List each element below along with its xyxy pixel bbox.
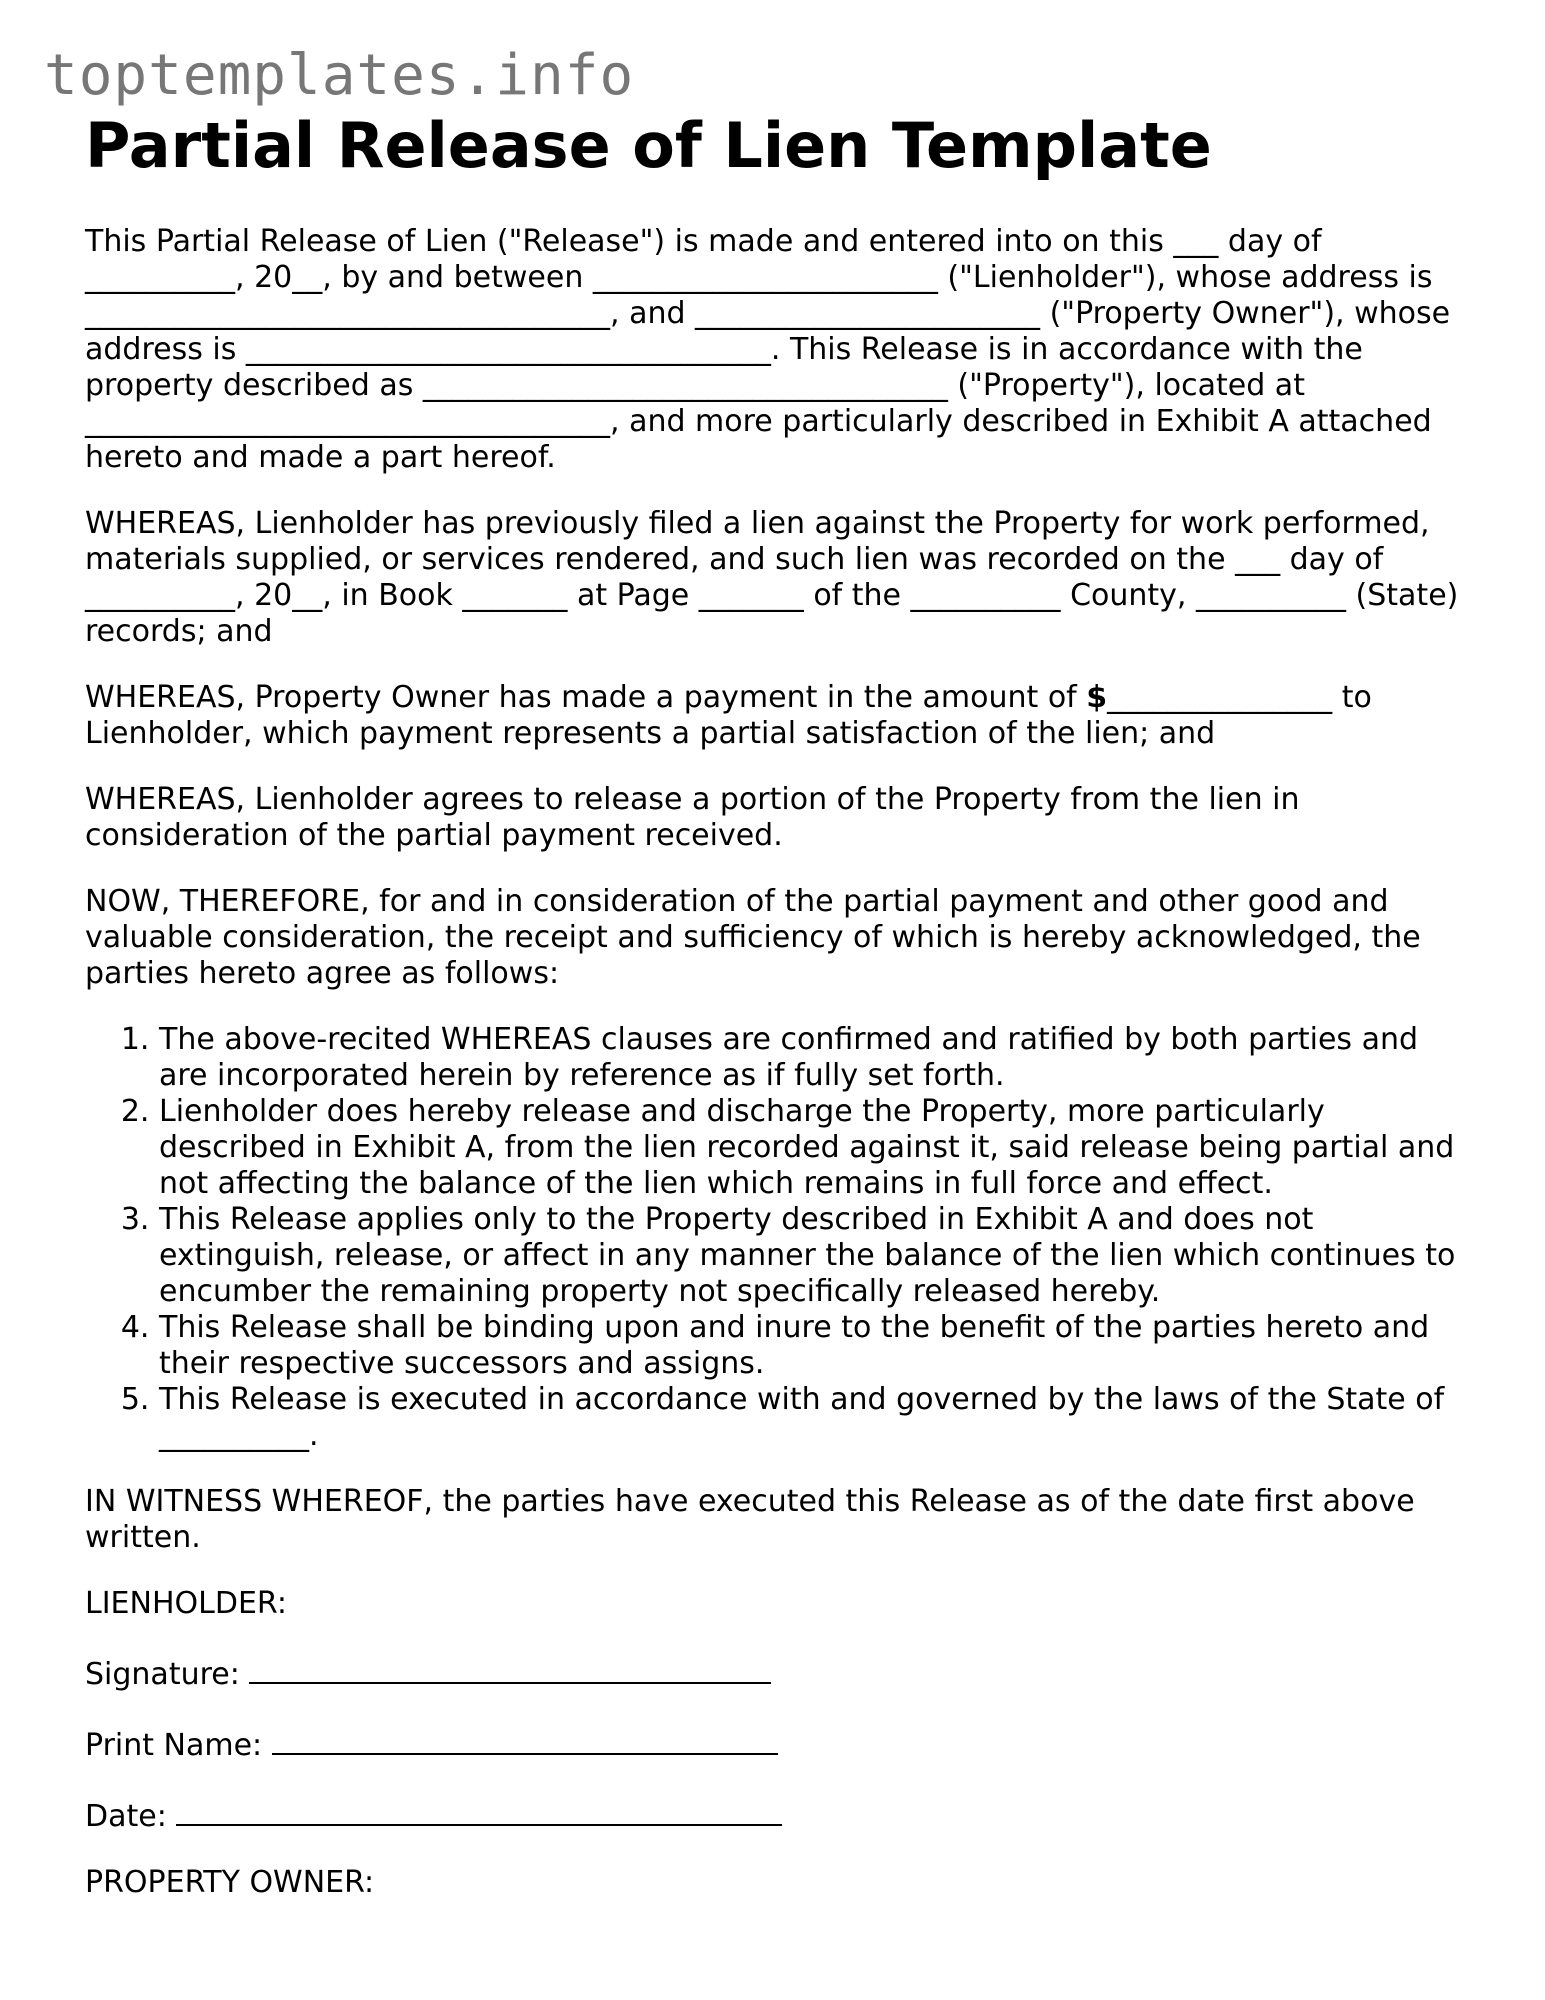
lienholder-date-row <box>85 1794 1470 1835</box>
whereas-filed-lien-paragraph: WHEREAS, Lienholder has previously filed a lien against the Property for work performed, materials supplied, or services rendered, and such lien was recorded on the ___ day of __________, 20__, in Book _______ at Page _______ of the __________ County, __________ (State) records; and <box>85 506 1459 649</box>
date-line[interactable] <box>176 1794 782 1826</box>
date-label: Date: <box>85 1799 177 1834</box>
witness-paragraph: IN WITNESS WHEREOF, the parties have executed this Release as of the date first above written. <box>85 1484 1415 1555</box>
print-name-line[interactable] <box>272 1723 778 1755</box>
signature-line[interactable] <box>249 1652 771 1684</box>
lienholder-heading: LIENHOLDER: <box>85 1586 287 1621</box>
property-owner-heading: PROPERTY OWNER: <box>85 1865 375 1900</box>
whereas-payment-text: WHEREAS, Property Owner has made a payment in the amount of <box>85 680 1087 715</box>
clause-item: 3. This Release applies only to the Property described in Exhibit A and does not extinguish, release, or affect in any manner the balance of the lien which continues to encumber the remaining property not specifically released hereby. <box>159 1202 1470 1310</box>
lienholder-print-name-row <box>85 1723 1470 1764</box>
clause-item: 5. This Release is executed in accordance with and governed by the laws of the State of __________. <box>159 1382 1470 1454</box>
now-therefore-paragraph: NOW, THEREFORE, for and in consideration of the partial payment and other good and valuable consideration, the receipt and sufficiency of which is hereby acknowledged, the parties hereto agree as follows: <box>85 884 1421 991</box>
whereas-payment-text-end: _______________ to Lienholder, which payment represents a partial satisfaction of the lien; and <box>85 680 1372 751</box>
document-body <box>85 110 1470 1931</box>
print-name-label: Print Name: <box>85 1728 272 1763</box>
signature-label: Signature: <box>85 1657 250 1692</box>
whereas-agrees-paragraph: WHEREAS, Lienholder agrees to release a portion of the Property from the lien in consideration of the partial payment received. <box>85 782 1300 853</box>
document-title: Partial Release of Lien Template <box>85 109 1212 182</box>
dollar-sign: $ <box>1086 680 1108 715</box>
lienholder-signature-row <box>85 1652 1470 1693</box>
whereas-payment-paragraph <box>85 680 1470 752</box>
clause-item: 4. This Release shall be binding upon and inure to the benefit of the parties hereto and their respective successors and assigns. <box>159 1310 1470 1382</box>
intro-paragraph: This Partial Release of Lien ("Release") is made and entered into on this ___ day of __________, 20__, by and between _______________________ ("Lienholder"), whose address is ___________________________________, and _______________________ ("Property Owner"), whose address is ___________________________________. This Release is in accordance with the property described as ___________________________________ ("Property"), located at ___________________________________, and more particularly described in Exhibit A attached hereto and made a part hereof. <box>85 224 1451 475</box>
clause-item: 2. Lienholder does hereby release and discharge the Property, more particularly described in Exhibit A, from the lien recorded against it, said release being partial and not affecting the balance of the lien which remains in full force and effect. <box>159 1094 1470 1202</box>
watermark: toptemplates.info <box>44 43 635 108</box>
clause-list <box>85 1022 1470 1454</box>
clause-item: 1. The above-recited WHEREAS clauses are confirmed and ratified by both parties and are incorporated herein by reference as if fully set forth. <box>159 1022 1470 1094</box>
